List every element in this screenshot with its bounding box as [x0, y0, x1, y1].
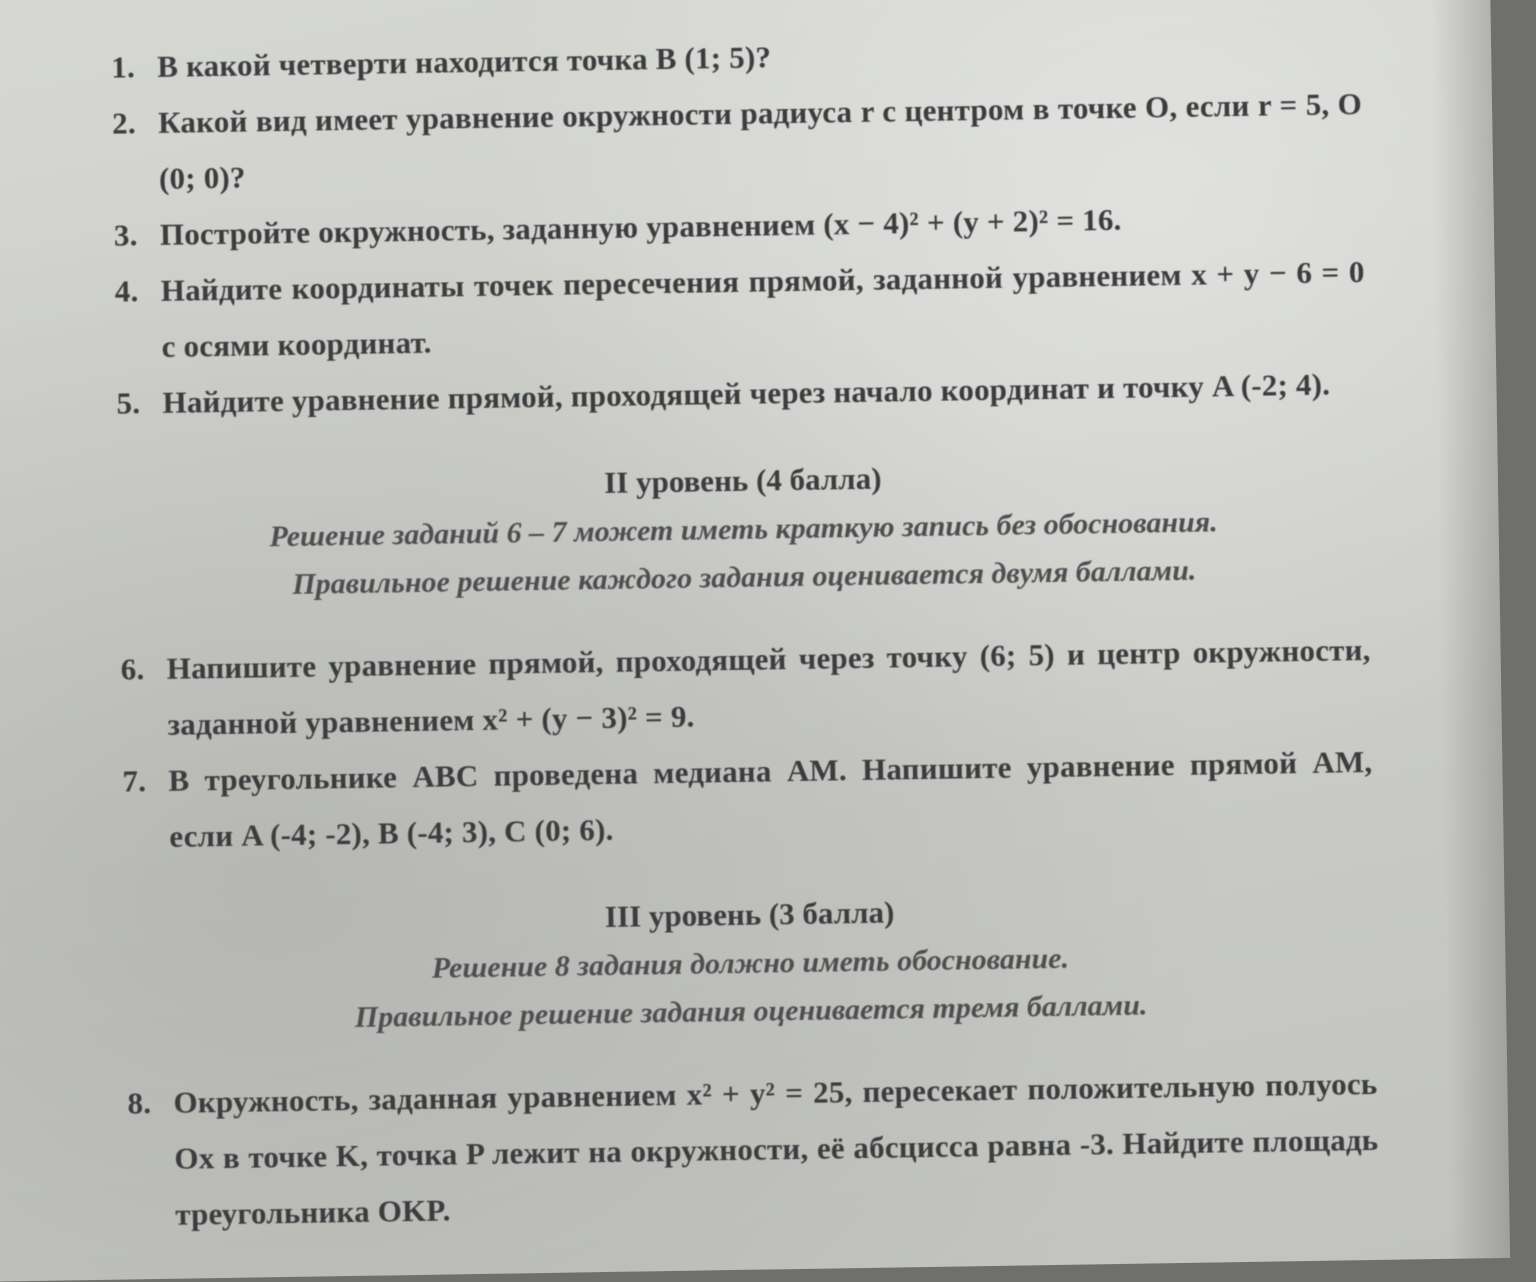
task-number: 2.	[111, 105, 137, 141]
level-3-heading: III уровень (3 балла)	[604, 894, 895, 934]
task-number: 6.	[120, 651, 145, 687]
task-number: 5.	[116, 385, 141, 421]
task-number: 7.	[122, 763, 147, 799]
task-text: Найдите координаты точек пересечения прямой, заданной уравнением x + y − 6 = 0 с осями координат.	[160, 253, 1365, 364]
task-6	[120, 622, 1372, 754]
level-2-note-1: Решение заданий 6 – 7 может иметь краткую запись без обоснования.	[269, 505, 1218, 554]
level-2-note-2: Правильное решение каждого задания оценивается двумя баллами.	[292, 553, 1197, 601]
task-text: В какой четверти находится точка B (1; 5)?	[156, 39, 772, 84]
task-8	[127, 1056, 1379, 1244]
task-7	[122, 734, 1374, 866]
level-3-note-1: Решение 8 задания должно иметь обоснование.	[431, 941, 1070, 985]
task-2	[112, 76, 1364, 208]
task-text: В треугольнике ABC проведена медиана AM. Напишите уравнение прямой AM, если A (-4; -2), B (-4; 3), C (0; 6).	[168, 743, 1373, 854]
worksheet-content	[111, 20, 1380, 1243]
task-4	[114, 244, 1366, 376]
task-number: 8.	[127, 1085, 152, 1121]
level-3-note-2: Правильное решение задания оценивается тремя баллами.	[354, 988, 1148, 1034]
task-text: Какой вид имеет уравнение окружности радиуса r с центром в точке O, если r = 5, O (0; 0)?	[157, 86, 1363, 196]
task-text: Напишите уравнение прямой, проходящей через точку (6; 5) и центр окружности, заданной уравнением x² + (y − 3)² = 9.	[166, 631, 1371, 742]
task-number: 3.	[113, 217, 138, 253]
page-edge-shadow	[1430, 0, 1510, 1259]
task-text: Постройте окружность, заданную уравнением (x − 4)² + (y + 2)² = 16.	[159, 201, 1122, 252]
task-number: 4.	[114, 273, 139, 309]
task-number: 1.	[110, 49, 136, 85]
task-text: Окружность, заданная уравнением x² + y² = 25, пересекает положительную полуось Ox в точке K, точка P лежит на окружности, её абсцисса равна -3. Найдите площадь треугольника OKP.	[173, 1065, 1379, 1232]
task-text: Найдите уравнение прямой, проходящей через начало координат и точку A (-2; 4).	[162, 366, 1331, 420]
level-2-heading: II уровень (4 балла)	[603, 460, 882, 500]
